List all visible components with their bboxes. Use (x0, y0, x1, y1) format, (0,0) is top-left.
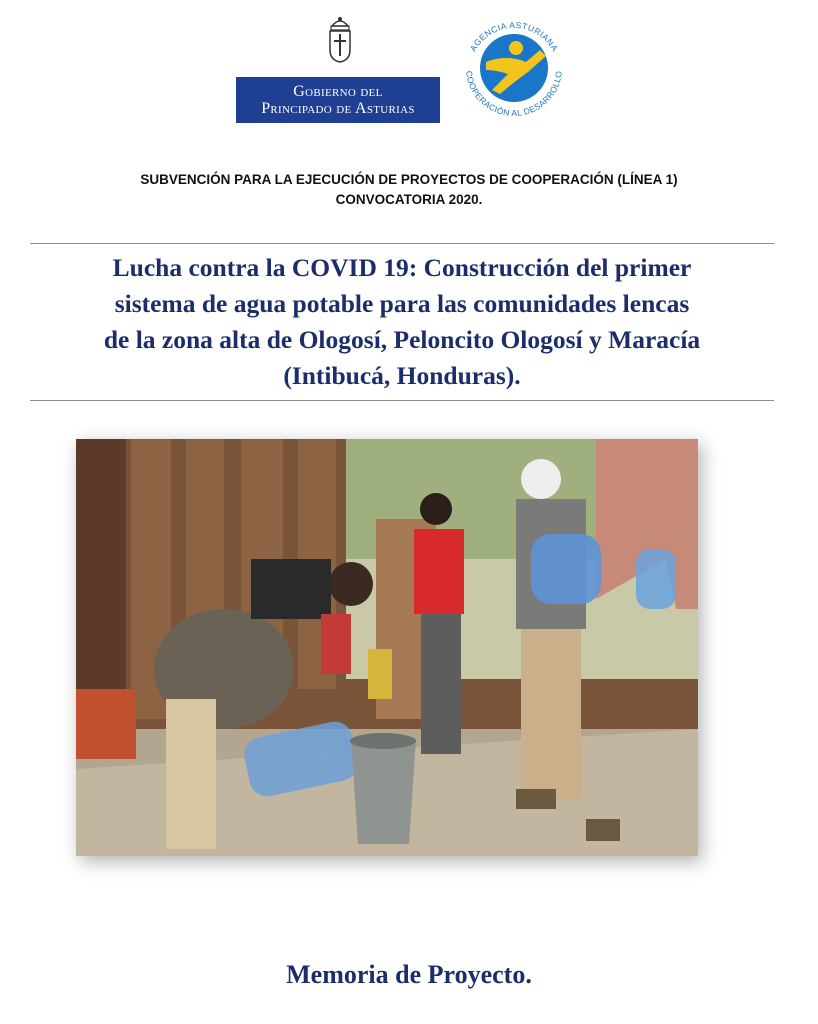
gobierno-line1: Gobierno del (293, 83, 383, 100)
svg-text:AGENCIA ASTURIANA: AGENCIA ASTURIANA (467, 19, 561, 54)
title-line2: sistema de agua potable para las comunidades lencas (114, 289, 690, 318)
project-title (30, 250, 774, 394)
coat-of-arms-icon (326, 14, 354, 64)
title-line4: (Intibucá, Honduras). (283, 361, 521, 390)
grant-line1: SUBVENCIÓN PARA LA EJECUCIÓN DE PROYECTOS DE COOPERACIÓN (LÍNEA 1) (140, 172, 678, 187)
grant-header (40, 170, 778, 210)
divider-top (30, 243, 774, 244)
memoria-heading: Memoria de Proyecto. (286, 960, 532, 989)
title-line1: Lucha contra la COVID 19: Construcción del primer (112, 253, 692, 282)
gobierno-logo (236, 77, 440, 123)
gobierno-line2: Principado de Asturias (261, 100, 415, 117)
agency-logo-icon (456, 10, 572, 126)
title-line3: de la zona alta de Ologosí, Peloncito Ologosí y Maracía (103, 325, 701, 354)
project-photo (76, 439, 698, 856)
divider-bottom (30, 400, 774, 401)
grant-line2: CONVOCATORIA 2020. (335, 192, 483, 207)
svg-text:COOPERACIÓN AL DESARROLLO: COOPERACIÓN AL DESARROLLO (464, 70, 564, 119)
